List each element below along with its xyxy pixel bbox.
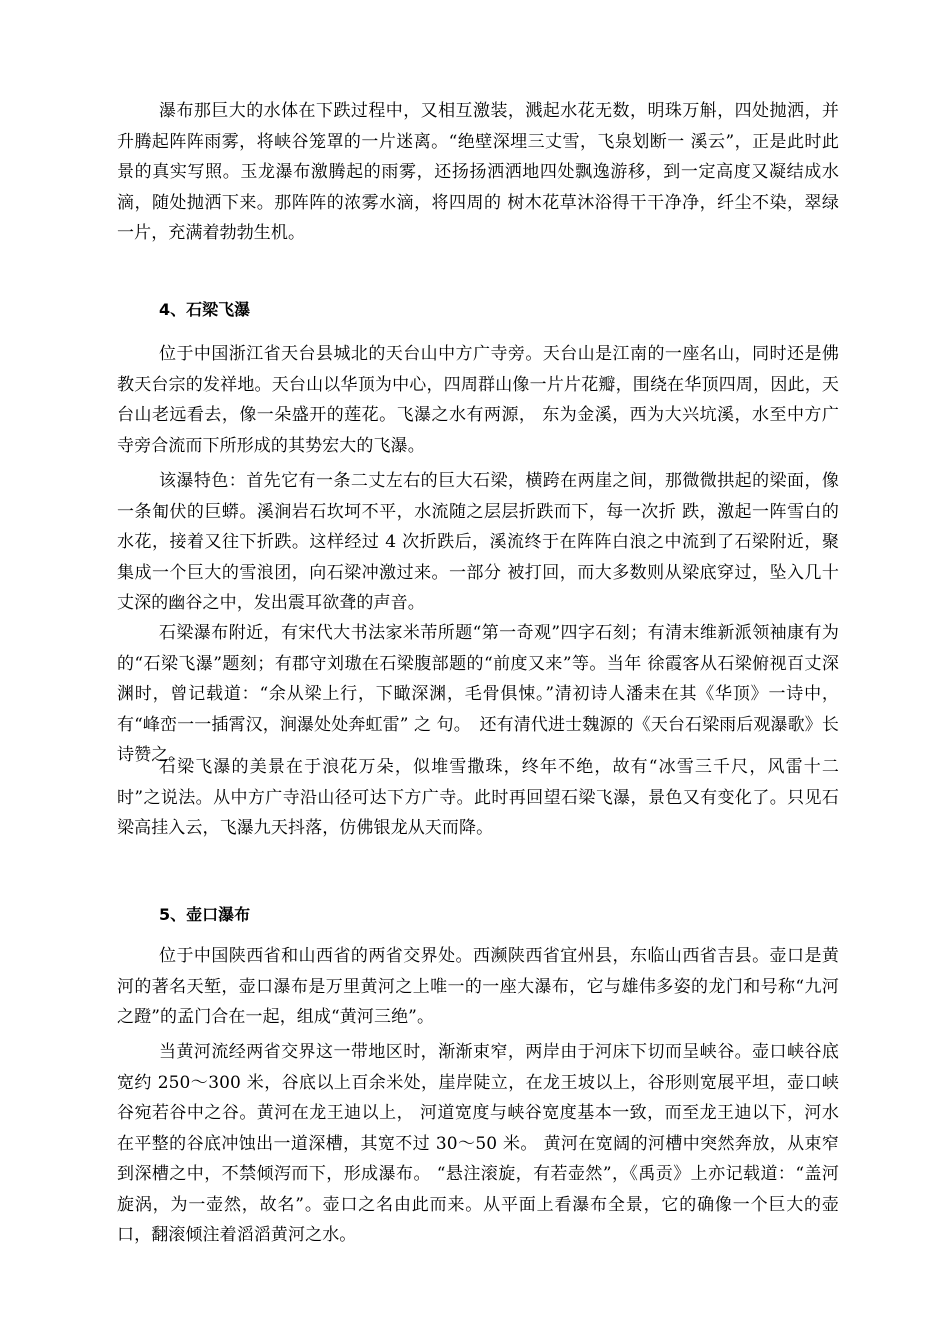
paragraph-waterfall-mist: 瀑布那巨大的水体在下跌过程中，又相互激装，溅起水花无数，明珠万斛，四处抛洒，并升腾起阵阵雨雾，将峡谷笼罩的一片迷离。“绝壁深埋三丈雪，飞泉划断一 溪云”，正是此时此景的真实写照。玉龙瀑布激腾起的雨雾，还扬扬洒洒地四处飘逸游移，到一定高度又凝结成水滴，随处抛洒下来。那阵阵的浓雾水滴，将四周的 树木花草沐浴得干干净净，纤尘不染，翠绿一片，充满着勃勃生机。: [117, 101, 839, 243]
paragraph-shiliang-inscriptions: 石梁瀑布附近，有宋代大书法家米芾所题“第一奇观”四字石刻；有清末维新派领袖康有为的“石梁飞瀑”题刻；有郡守刘璈在石梁腹部题的“前度又来”等。当年 徐霞客从石梁俯视百丈深渊时，曾记载道：“余从梁上行，下瞰深渊，毛骨俱悚。”清初诗人潘耒在其《华顶》一诗中，有“峰峦一一插霄汉，涧瀑处处奔虹雷” 之 句。 还有清代进士魏源的《天台石梁雨后观瀑歌》长诗赞之。: [117, 623, 839, 765]
paragraph-shiliang-scenery: 石梁飞瀑的美景在于浪花万朵，似堆雪撒珠，终年不绝，故有“冰雪三千尺，风雷十二时”之说法。从中方广寺沿山径可达下方广寺。此时再回望石梁飞瀑，景色又有变化了。只见石梁高挂入云，飞瀑九天抖落，仿佛银龙从天而降。: [117, 757, 839, 838]
paragraph-shiliang-features: 该瀑特色：首先它有一条二丈左右的巨大石梁，横跨在两崖之间，那微微拱起的梁面，像一条匍伏的巨蟒。溪涧岩石坎坷不平，水流随之层层折跌而下，每一次折 跌，激起一阵雪白的水花，接着又往下折跌。这样经过 4 次折跌后，溪流终于在阵阵白浪之中流到了石梁附近，聚集成一个巨大的雪浪团，向石梁冲激过来。一部分 被打回，而大多数则从梁底穿过，坠入几十丈深的幽谷之中，发出震耳欲聋的声音。: [117, 471, 839, 613]
section-heading-shiliang: 4、石梁飞瀑: [159, 300, 251, 319]
paragraph-hukou-gorge: 当黄河流经两省交界这一带地区时，渐渐束窄，两岸由于河床下切而呈峡谷。壶口峡谷底宽约 250～300 米，谷底以上百余米处，崖岸陡立，在龙王坡以上，谷形则宽展平坦，壶口峡谷宛若谷中之谷。黄河在龙王迪以上， 河道宽度与峡谷宽度基本一致，而至龙王迪以下，河水在平整的谷底冲蚀出一道深槽，其宽不过 30～50 米。 黄河在宽阔的河槽中突然奔放，从束窄到深槽之中，不禁倾泻而下，形成瀑布。 “悬注滚旋，有若壶然”，《禹贡》上亦记载道：“盖河旋涡，为一壶然，故名”。壶口之名由此而来。从平面上看瀑布全景，它的确像一个巨大的壶口，翻滚倾注着滔滔黄河之水。: [117, 1042, 839, 1245]
section-heading-hukou: 5、壶口瀑布: [159, 905, 251, 924]
paragraph-hukou-location: 位于中国陕西省和山西省的两省交界处。西濒陕西省宜州县，东临山西省吉县。壶口是黄河的著名天堑，壶口瀑布是万里黄河之上唯一的一座大瀑布，它与雄伟多姿的龙门和号称“九河之蹬”的孟门合在一起，组成“黄河三绝”。: [117, 946, 839, 1027]
paragraph-shiliang-location: 位于中国浙江省天台县城北的天台山中方广寺旁。天台山是江南的一座名山，同时还是佛教天台宗的发祥地。天台山以华顶为中心，四周群山像一片片花瓣，围绕在华顶四周，因此，天台山老远看去，像一朵盛开的莲花。飞瀑之水有两源， 东为金溪，西为大兴坑溪，水至中方广寺旁合流而下所形成的其势宏大的飞瀑。: [117, 344, 839, 456]
